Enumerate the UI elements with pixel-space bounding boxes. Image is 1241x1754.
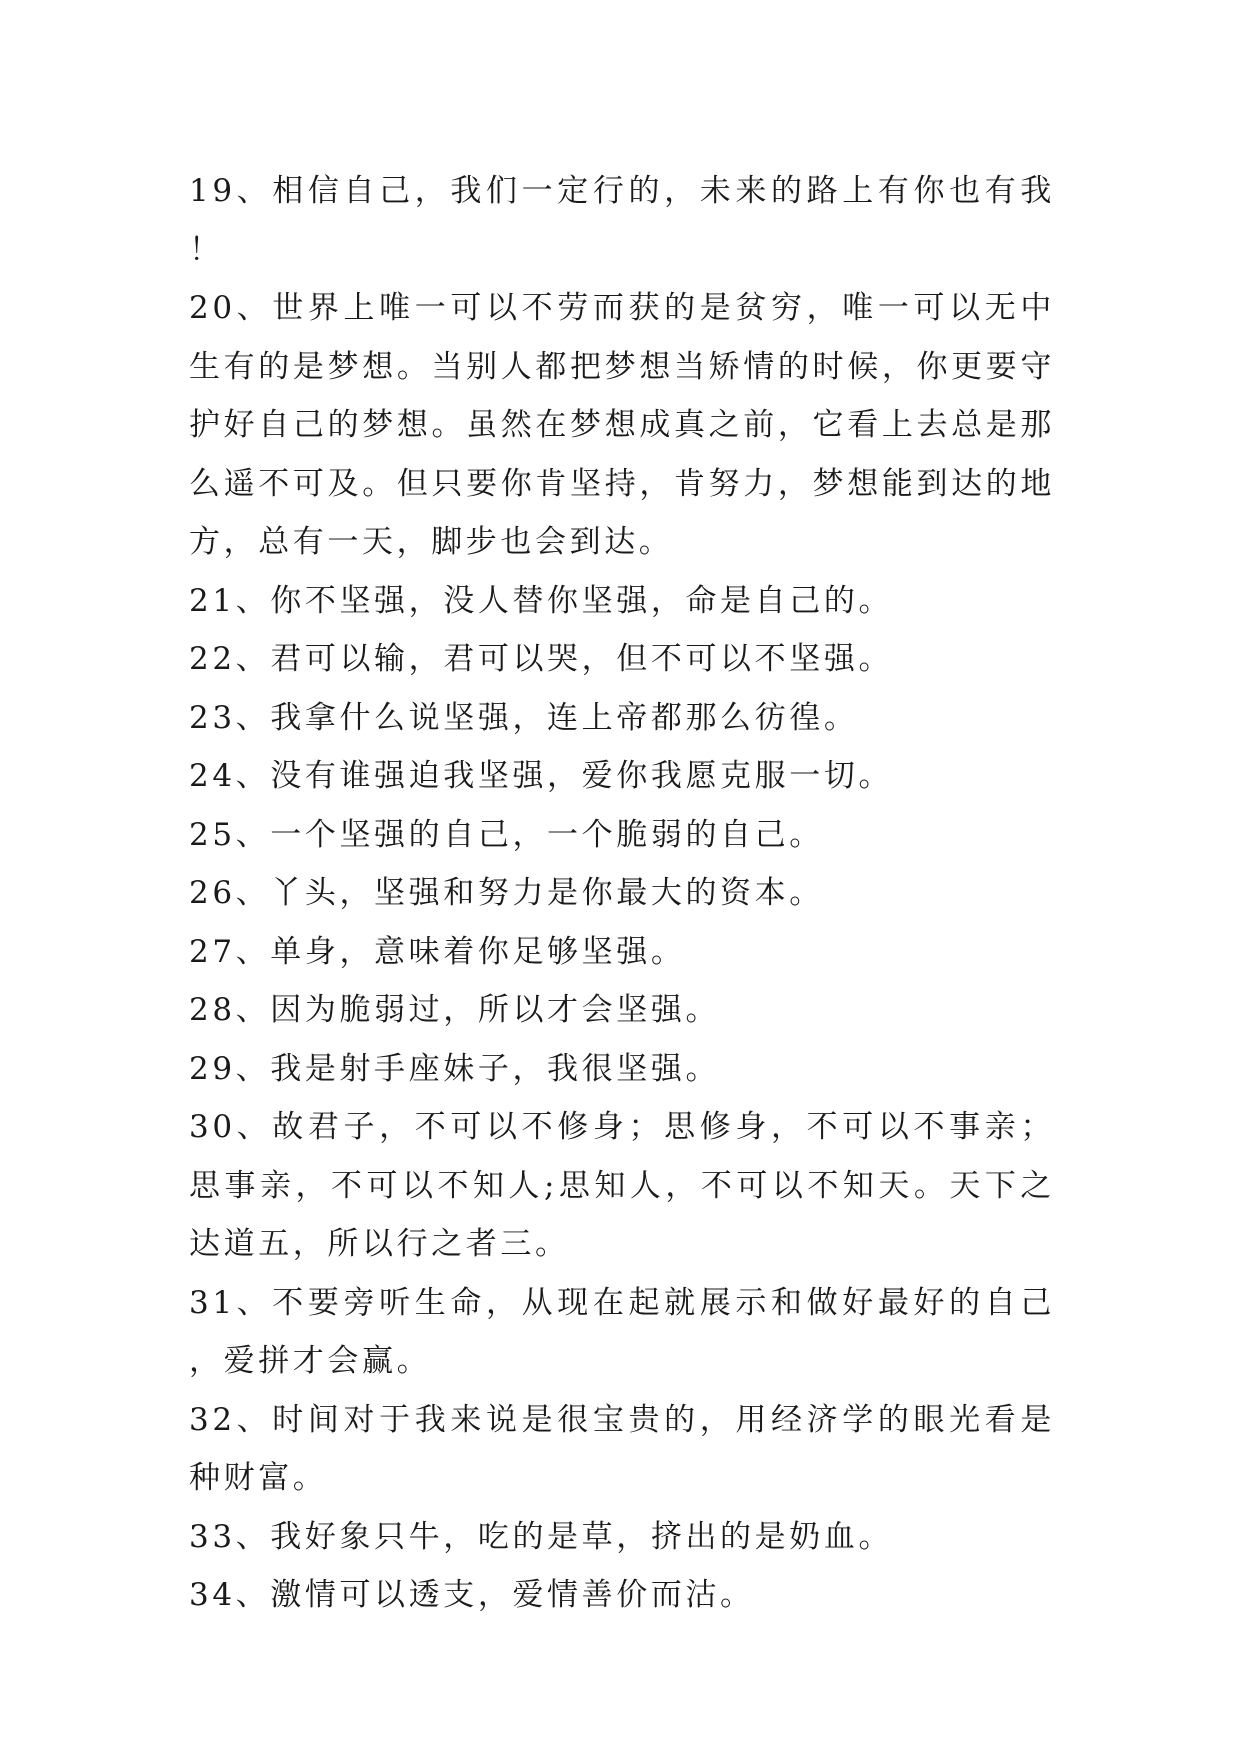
document-body <box>189 162 1055 1625</box>
paragraph-26: 26、丫头，坚强和努力是你最大的资本。 <box>189 875 824 911</box>
paragraph-30: 30、故君子，不可以不修身；思修身，不可以不事亲；思事亲，不可以不知人;思知人，不可以不知天。天下之达道五，所以行之者三。 <box>189 1109 1055 1262</box>
paragraph-34: 34、激情可以透支，爱情善价而沽。 <box>189 1577 755 1613</box>
paragraph-19: 19、相信自己，我们一定行的，未来的路上有你也有我！ <box>189 173 1055 268</box>
paragraph-24: 24、没有谁强迫我坚强，爱你我愿克服一切。 <box>189 758 894 794</box>
paragraph-33: 33、我好象只牛，吃的是草，挤出的是奶血。 <box>189 1518 894 1555</box>
paragraph-25: 25、一个坚强的自己，一个脆弱的自己。 <box>189 816 824 853</box>
paragraph-22: 22、君可以输，君可以哭，但不可以不坚强。 <box>189 641 894 677</box>
paragraph-32: 32、时间对于我来说是很宝贵的，用经济学的眼光看是种财富。 <box>189 1401 1055 1496</box>
paragraph-29: 29、我是射手座妹子，我很坚强。 <box>189 1050 721 1087</box>
paragraph-21: 21、你不坚强，没人替你坚强，命是自己的。 <box>189 582 894 619</box>
paragraph-23: 23、我拿什么说坚强，连上帝都那么彷徨。 <box>189 699 859 736</box>
paragraph-20: 20、世界上唯一可以不劳而获的是贫穷，唯一可以无中生有的是梦想。当别人都把梦想当矫情的时候，你更要守护好自己的梦想。虽然在梦想成真之前，它看上去总是那么遥不可及。但只要你肯坚持，肯努力，梦想能到达的地方，总有一天，脚步也会到达。 <box>189 290 1055 560</box>
paragraph-28: 28、因为脆弱过，所以才会坚强。 <box>189 992 721 1028</box>
paragraph-27: 27、单身，意味着你足够坚强。 <box>189 933 686 970</box>
paragraph-31: 31、不要旁听生命，从现在起就展示和做好最好的自己，爱拼才会赢。 <box>189 1284 1055 1379</box>
